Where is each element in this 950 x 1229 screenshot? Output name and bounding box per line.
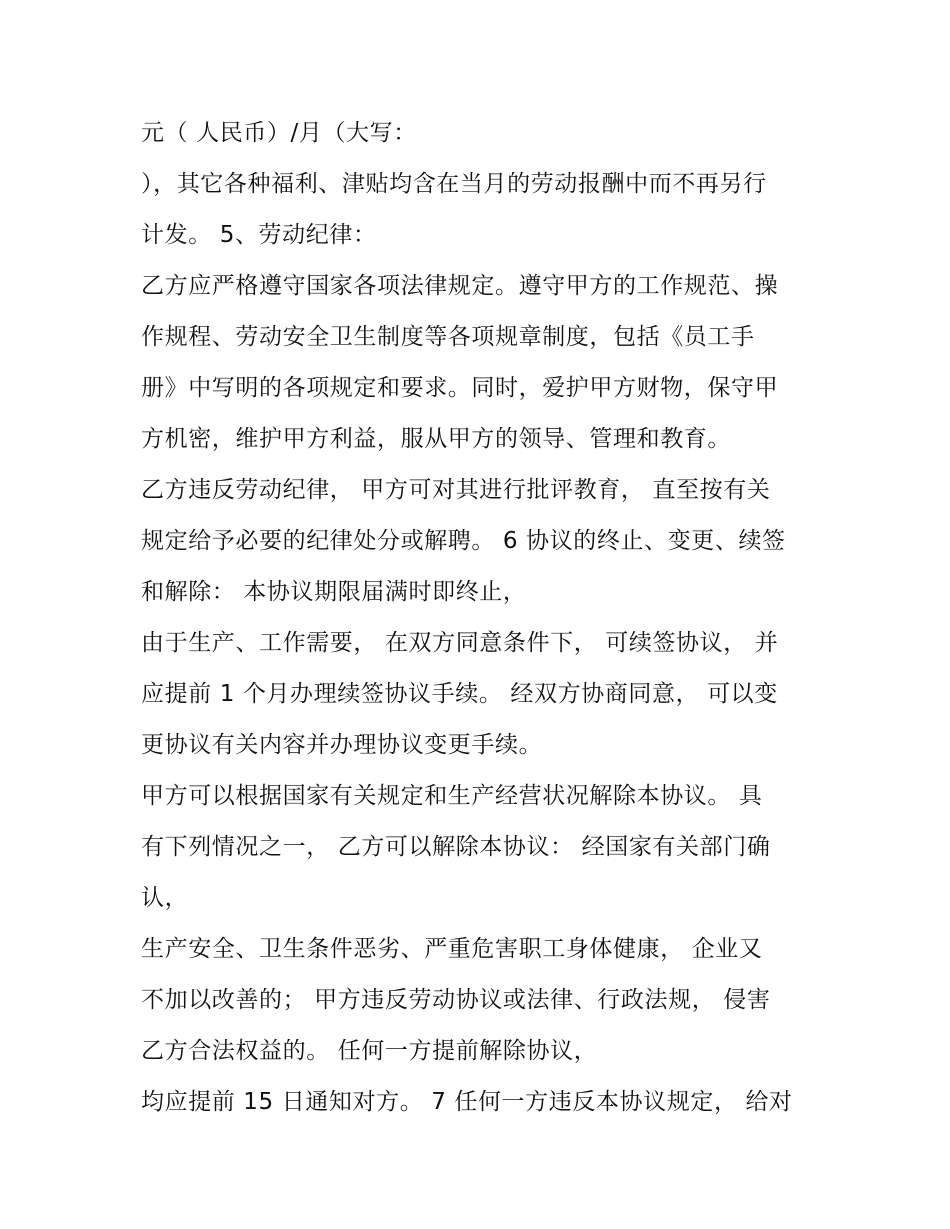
document-line: 和解除： 本协议期限届满时即终止， xyxy=(141,579,527,605)
document-line: 有下列情况之一， 乙方可以解除本协议： 经国家有关部门确 xyxy=(141,834,771,860)
document-line: 不加以改善的； 甲方违反劳动协议或法律、行政法规， 侵害 xyxy=(141,987,771,1013)
document-line: 更协议有关内容并办理协议变更手续。 xyxy=(141,732,543,758)
document-line: 均应提前 15 日通知对方。 7 任何一方违反本协议规定， 给对 xyxy=(141,1089,793,1115)
document-line: 认， xyxy=(141,885,189,911)
document-line: 元（ 人民币）/月（大写： xyxy=(141,120,417,146)
document-line: 乙方合法权益的。 任何一方提前解除协议， xyxy=(141,1038,598,1064)
document-line: 生产安全、卫生条件恶劣、严重危害职工身体健康， 企业又 xyxy=(141,936,763,962)
document-line: ），其它各种福利、津贴均含在当月的劳动报酬中而不再另行 xyxy=(141,171,767,197)
document-line: 计发。 5、劳动纪律： xyxy=(141,222,377,248)
document-line: 应提前 1 个月办理续签协议手续。 经双方协商同意， 可以变 xyxy=(141,681,778,707)
document-line: 方机密，维护甲方利益，服从甲方的领导、管理和教育。 xyxy=(141,426,731,452)
document-line: 作规程、劳动安全卫生制度等各项规章制度，包括《员工手 xyxy=(141,324,755,350)
document-line: 乙方应严格遵守国家各项法律规定。遵守甲方的工作规范、操 xyxy=(141,273,779,299)
document-body xyxy=(141,108,821,1128)
document-line: 规定给予必要的纪律处分或解聘。 6 协议的终止、变更、续签 xyxy=(141,528,786,554)
document-line: 册》中写明的各项规定和要求。同时，爱护甲方财物，保守甲 xyxy=(141,375,779,401)
document-line: 由于生产、工作需要， 在双方同意条件下， 可续签协议， 并 xyxy=(141,630,779,656)
document-line: 乙方违反劳动纪律， 甲方可对其进行批评教育， 直至按有关 xyxy=(141,477,771,503)
document-line: 甲方可以根据国家有关规定和生产经营状况解除本协议。 具 xyxy=(141,783,763,809)
